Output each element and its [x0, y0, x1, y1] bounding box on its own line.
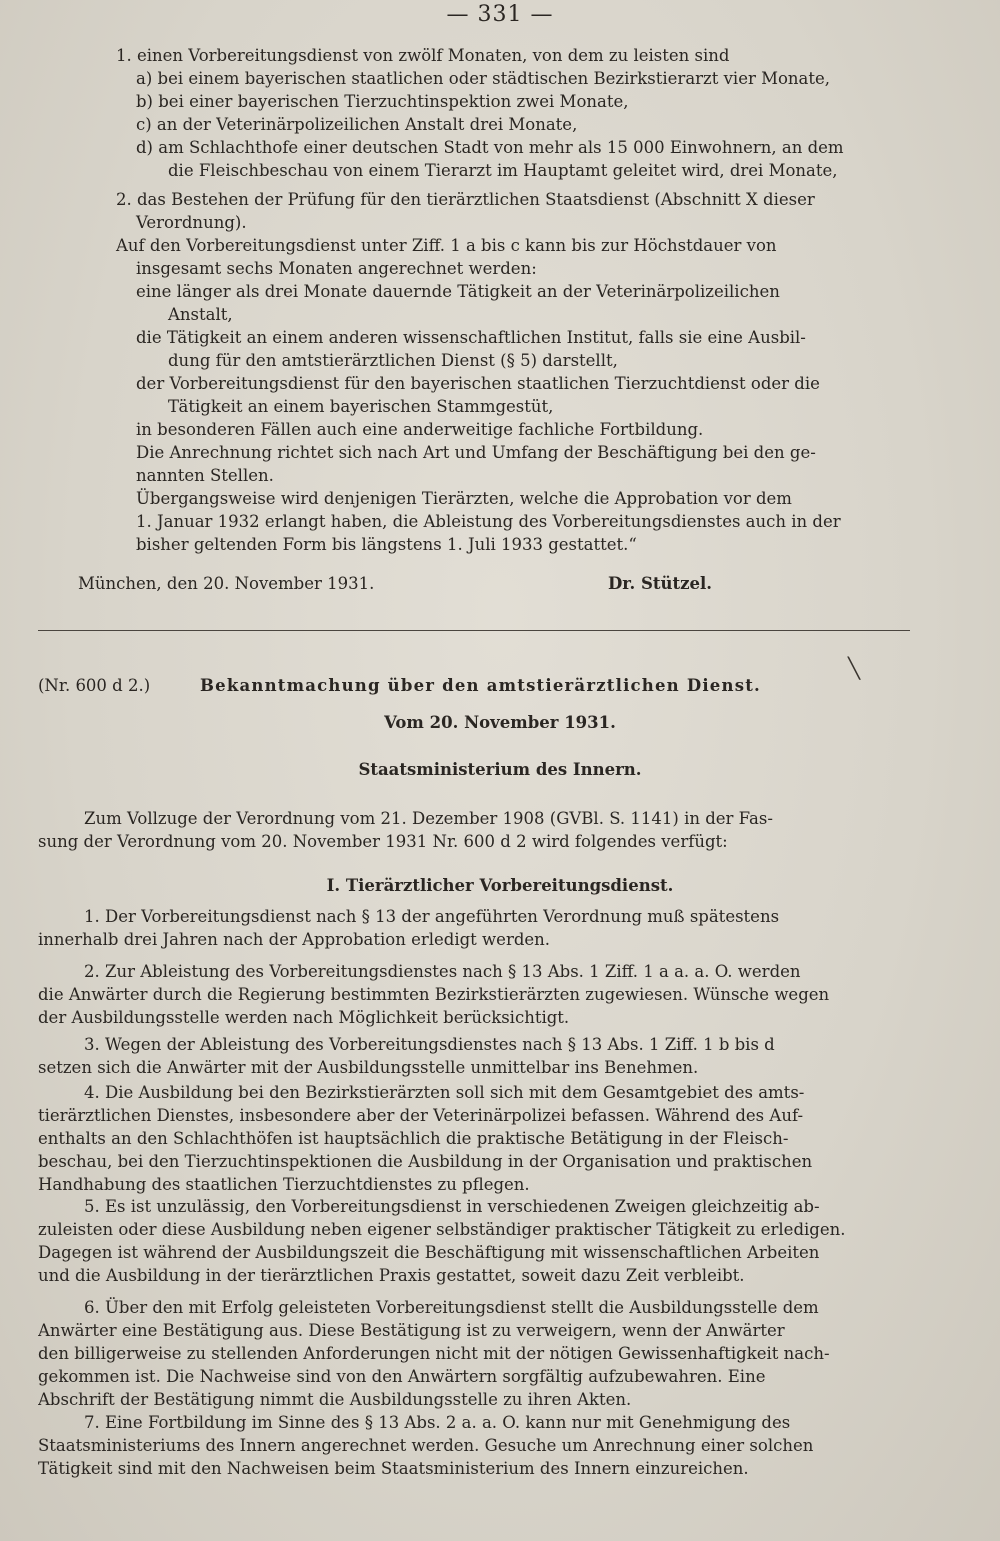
text-line: der Ausbildungsstelle werden nach Möglichkeit berücksichtigt.: [38, 1008, 570, 1027]
text-line: dung für den amtstierärztlichen Dienst (§ 5) darstellt,: [168, 351, 618, 370]
paragraph-4: [38, 1082, 910, 1197]
notice-date: Vom 20. November 1931.: [384, 713, 616, 732]
text-line: a) bei einem bayerischen staatlichen oder städtischen Bezirkstierarzt vier Monate,: [136, 69, 831, 88]
paragraph-6: [38, 1297, 910, 1412]
text-line: Tätigkeit an einem bayerischen Stammgestüt,: [168, 397, 554, 416]
text-line: nannten Stellen.: [136, 466, 274, 485]
text-line: zuleisten oder diese Ausbildung neben eigener selbständiger praktischer Tätigkeit zu erledigen.: [38, 1220, 846, 1239]
text-line: bisher geltenden Form bis längstens 1. Juli 1933 gestattet.“: [136, 535, 637, 554]
text-line: eine länger als drei Monate dauernde Tätigkeit an der Veterinärpolizeilichen: [136, 282, 780, 301]
paragraph-2: [38, 961, 910, 1030]
text-line: die Fleischbeschau von einem Tierarzt im Hauptamt geleitet wird, drei Monate,: [168, 161, 838, 180]
text-line: innerhalb drei Jahren nach der Approbation erledigt werden.: [38, 930, 551, 949]
text-line: tierärztlichen Dienstes, insbesondere aber der Veterinärpolizei befassen. Während des Auf-: [38, 1106, 804, 1125]
text-line: die Tätigkeit an einem anderen wissenschaftlichen Institut, falls sie eine Ausbil-: [136, 328, 806, 347]
text-line: die Anwärter durch die Regierung bestimmten Bezirkstierärzten zugewiesen. Wünsche wegen: [38, 985, 830, 1004]
text-line: 7. Eine Fortbildung im Sinne des § 13 Abs. 2 a. a. O. kann nur mit Genehmigung des: [84, 1413, 791, 1432]
text-line: enthalts an den Schlachthöfen ist hauptsächlich die praktische Betätigung in der Fleisch-: [38, 1129, 789, 1148]
notice-header: [0, 676, 1000, 700]
paragraph-1: [38, 906, 910, 952]
text-line: Dagegen ist während der Ausbildungszeit die Beschäftigung mit wissenschaftlichen Arbeiten: [38, 1243, 820, 1262]
text-line: Tätigkeit sind mit den Nachweisen beim Staatsministerium des Innern einzureichen.: [38, 1459, 749, 1478]
paragraph-5: [38, 1196, 910, 1288]
text-line: 6. Über den mit Erfolg geleisteten Vorbereitungsdienst stellt die Ausbildungsstelle dem: [84, 1298, 819, 1317]
text-line: 4. Die Ausbildung bei den Bezirkstierärzten soll sich mit dem Gesamtgebiet des amts-: [84, 1083, 805, 1102]
text-line: Auf den Vorbereitungsdienst unter Ziff. 1 a bis c kann bis zur Höchstdauer von: [116, 236, 777, 255]
section-heading: I. Tierärztlicher Vorbereitungsdienst.: [326, 876, 674, 895]
text-line: 5. Es ist unzulässig, den Vorbereitungsdienst in verschiedenen Zweigen gleichzeitig ab-: [84, 1197, 820, 1216]
text-line: Die Anrechnung richtet sich nach Art und Umfang der Beschäftigung bei den ge-: [136, 443, 816, 462]
text-line: 2. Zur Ableistung des Vorbereitungsdienstes nach § 13 Abs. 1 Ziff. 1 a a. a. O. werden: [84, 962, 801, 981]
page-number: — 331 —: [446, 2, 554, 27]
text-line: Anstalt,: [168, 305, 233, 324]
notice-title: Bekanntmachung über den amtstierärztlichen Dienst.: [200, 676, 761, 695]
text-line: sung der Verordnung vom 20. November 1931 Nr. 600 d 2 wird folgendes verfügt:: [38, 832, 728, 851]
text-line: Abschrift der Bestätigung nimmt die Ausbildungsstelle zu ihren Akten.: [38, 1390, 632, 1409]
notice-ministry: Staatsministerium des Innern.: [358, 760, 642, 779]
text-line: insgesamt sechs Monaten angerechnet werden:: [136, 259, 537, 278]
text-line: 2. das Bestehen der Prüfung für den tierärztlichen Staatsdienst (Abschnitt X dieser: [116, 190, 815, 209]
upper-text-block: [38, 44, 913, 556]
text-line: der Vorbereitungsdienst für den bayerischen staatlichen Tierzuchtdienst oder die: [136, 374, 820, 393]
text-line: beschau, bei den Tierzuchtinspektionen die Ausbildung in der Organisation und praktischen: [38, 1152, 813, 1171]
text-line: 1. einen Vorbereitungsdienst von zwölf Monaten, von dem zu leisten sind: [116, 46, 730, 65]
text-line: Zum Vollzuge der Verordnung vom 21. Dezember 1908 (GVBl. S. 1141) in der Fas-: [84, 809, 773, 828]
text-line: Übergangsweise wird denjenigen Tierärzten, welche die Approbation vor dem: [136, 489, 792, 508]
intro-paragraph: [38, 808, 910, 854]
text-line: gekommen ist. Die Nachweise sind von den Anwärtern sorgfältig aufzubewahren. Eine: [38, 1367, 766, 1386]
text-line: und die Ausbildung in der tierärztlichen Praxis gestattet, soweit dazu Zeit verbleibt.: [38, 1266, 745, 1285]
pen-mark: ╲: [848, 656, 861, 680]
text-line: den billigerweise zu stellenden Anforderungen nicht mit der nötigen Gewissenhaftigkeit nach-: [38, 1344, 830, 1363]
text-line: b) bei einer bayerischen Tierzuchtinspektion zwei Monate,: [136, 92, 629, 111]
text-line: setzen sich die Anwärter mit der Ausbildungsstelle unmittelbar ins Benehmen.: [38, 1058, 699, 1077]
text-line: 1. Der Vorbereitungsdienst nach § 13 der angeführten Verordnung muß spätestens: [84, 907, 780, 926]
text-line: d) am Schlachthofe einer deutschen Stadt von mehr als 15 000 Einwohnern, an dem: [136, 138, 844, 157]
paragraph-3: [38, 1034, 910, 1080]
text-line: 1. Januar 1932 erlangt haben, die Ableistung des Vorbereitungsdienstes auch in der: [136, 512, 841, 531]
text-line: 3. Wegen der Ableistung des Vorbereitungsdienstes nach § 13 Abs. 1 Ziff. 1 b bis d: [84, 1035, 775, 1054]
text-line: Verordnung).: [136, 213, 247, 232]
text-line: in besonderen Fällen auch eine anderweitige fachliche Fortbildung.: [136, 420, 704, 439]
signature-place-date: München, den 20. November 1931.: [78, 574, 375, 593]
section-divider: [38, 630, 910, 631]
text-line: Staatsministeriums des Innern angerechnet werden. Gesuche um Anrechnung einer solchen: [38, 1436, 814, 1455]
text-line: Anwärter eine Bestätigung aus. Diese Bestätigung ist zu verweigern, wenn der Anwärter: [38, 1321, 785, 1340]
notice-number: (Nr. 600 d 2.): [38, 676, 151, 695]
text-line: c) an der Veterinärpolizeilichen Anstalt drei Monate,: [136, 115, 578, 134]
signature-name: Dr. Stützel.: [608, 574, 713, 593]
text-line: Handhabung des staatlichen Tierzuchtdienstes zu pflegen.: [38, 1175, 530, 1194]
paragraph-7: [38, 1412, 910, 1481]
